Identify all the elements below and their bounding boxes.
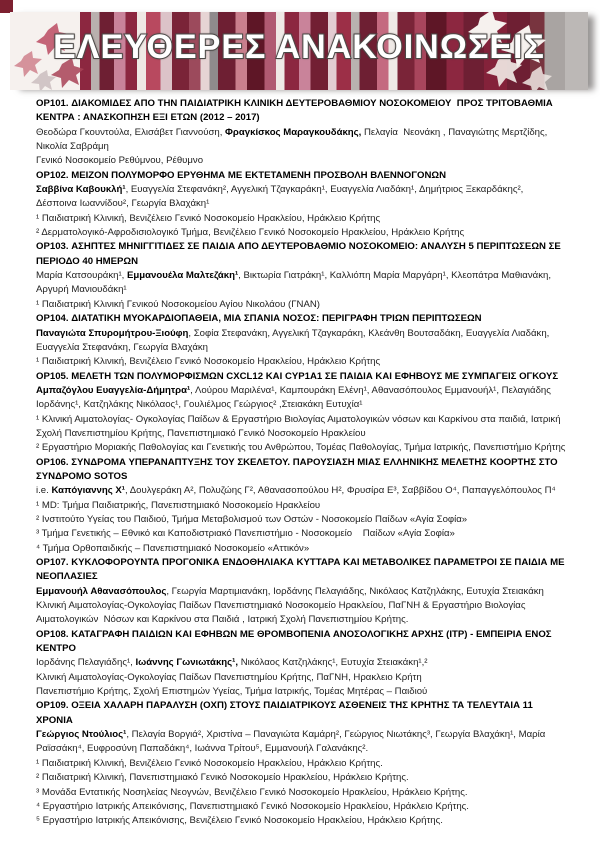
abstract-title: [36, 456, 566, 485]
abstract-code: OP101.: [36, 98, 72, 109]
author-names: , Δουλγεράκη Α², Πολυζώης Γ², Αθανασοπούλου Η², Φρυσίρα Ε³, Σαββίδου Ο⁴, Παπαγγελόπουλος Π⁴: [124, 485, 556, 497]
author-names: i.e.: [36, 485, 52, 497]
abstract-title: [36, 97, 566, 126]
abstract-code: OP109.: [36, 700, 72, 712]
author-names: , Γεωργία Μαρτιμιανάκη, Ιορδάνης Πελαγιάδης, Νικόλαος Κατζηλάκης, Ευτυχία Στειακάκη: [166, 585, 544, 597]
affiliation-line: ¹ Κλινική Αιματολογίας- Ογκολογίας Παίδων & Εργαστήριο Βιολογίας Αιματολογικών νόσων και Καρκίνου στα παιδιά, Ιατρική Σχολή Πανεπιστημίου Κρήτης, Πανεπιστημιακό Γενικό Νοσοκομείο Ηρακλείου: [36, 413, 561, 439]
author-names: Ιορδάνης Πελαγιάδης¹,: [36, 657, 136, 669]
abstract-affiliations: [36, 154, 566, 168]
presenting-author: Ιωάννης Γωνιωτάκης¹,: [135, 657, 239, 669]
abstract-title-text: ΔΙΑΤΑΤΙΚΗ ΜΥΟΚΑΡΔΙΟΠΑΘΕΙΑ, ΜΙΑ ΣΠΑΝΙΑ ΝΟΣΟΣ: ΠΕΡΙΓΡΑΦΗ ΤΡΙΩΝ ΠΕΡΙΠΤΩΣΕΩΝ: [71, 313, 482, 325]
abstract-authors: [36, 269, 566, 298]
presenting-author: Καπόγιαννης Χ¹: [51, 485, 125, 497]
author-names: Μαρία Κατσουράκη¹,: [36, 270, 127, 282]
presenting-author: Φραγκίσκος Μαραγκουδάκης,: [225, 126, 362, 138]
abstract-code: OP102.: [36, 169, 72, 181]
header-banner: [10, 12, 588, 90]
affiliation-line: ⁵ Εργαστήριο Ιατρικής Απεικόνισης, Βενιζέλειο Γενικό Νοσοκομείο Ηρακλείου, Ηράκλειο Κρήτης.: [36, 815, 443, 827]
affiliation-line: ² Ινστιτούτο Υγείας του Παιδιού, Τμήμα Μεταβολισμού των Οστών - Νοσοκομείο Παίδων «Αγία Σοφία»: [36, 513, 468, 525]
abstract-entry: [36, 556, 566, 628]
affiliation-line: ⁴ Εργαστήριο Ιατρικής Απεικόνισης, Πανεπιστημιακό Γενικό Νοσοκομείο Ηρακλείου, Ηράκλειο Κρήτης.: [36, 800, 469, 812]
abstract-title-text: ΑΣΗΠΤΕΣ ΜΗΝΙΓΓΙΤΙΔΕΣ ΣΕ ΠΑΙΔΙΑ ΑΠΟ ΔΕΥΤΕΡΟΒΑΘΜΙΟ ΝΟΣΟΚΟΜΕΙΟ: ΑΝΑΛΥΣΗ 5 ΠΕΡΙΠΤΩΣΕΩΝ ΣΕ ΠΕΡΙΟΔΟ 40 ΗΜΕΡΩΝ: [36, 241, 561, 267]
abstract-code: OP105.: [36, 370, 72, 382]
author-names: , Βικτωρία Γιατράκη¹, Καλλιόπη Μαρία Μαργάρη¹, Κλεοπάτρα Μαθιανάκη, Αργυρή Μανιουδάκη¹: [36, 270, 551, 296]
abstract-title-text: ΚΥΚΛΟΦΟΡΟΥΝΤΑ ΠΡΟΓΟΝΙΚΑ ΕΝΔΟΘΗΛΙΑΚΑ ΚΥΤΤΑΡΑ ΚΑΙ ΜΕΤΑΒΟΛΙΚΕΣ ΠΑΡΑΜΕΤΡΟΙ ΣΕ ΠΑΙΔΙΑ ΜΕ ΝΕΟΠΛΑΣΙΕΣ: [36, 557, 565, 583]
affiliation-line: Γενικό Νοσοκομείο Ρεθύμνου, Ρέθυμνο: [36, 155, 204, 167]
abstract-authors: [36, 327, 566, 356]
affiliation-line: ⁴ Τμήμα Ορθοπαιδικής – Πανεπιστημιακό Νοσοκομείο «Αττικόν»: [36, 542, 310, 554]
presenting-author: Παναγιώτα Σπυρομήτρου-Ξιούφη: [36, 327, 189, 339]
abstract-title-text: ΜΕΛΕΤΗ ΤΩΝ ΠΟΛΥΜΟΡΦΙΣΜΩΝ CXCL12 ΚΑΙ CYP1A1 ΣΕ ΠΑΙΔΙΑ ΚΑΙ ΕΦΗΒΟΥΣ ΜΕ ΣΥΜΠΑΓΕΙΣ ΟΓΚΟΥΣ: [71, 370, 559, 382]
affiliation-line: Πανεπιστήμιο Κρήτης, Σχολή Επιστημών Υγείας, Τμήμα Ιατρικής, Τομέας Μητέρας – Παιδιού: [36, 686, 428, 698]
affiliation-line: ¹ MD: Τμήμα Παιδιατρικής, Πανεπιστημιακό Νοσοκομείο Ηρακλείου: [36, 499, 321, 511]
abstract-authors: [36, 656, 566, 670]
affiliation-line: ³ Τμήμα Γενετικής – Εθνικό και Καποδιστριακό Πανεπιστήμιο - Νοσοκομείο Παίδων «Αγία Σοφία»: [36, 528, 455, 540]
abstract-affiliations: [36, 671, 566, 700]
abstract-code: OP104.: [36, 313, 72, 325]
abstract-code: OP108.: [36, 628, 72, 640]
abstract-authors: [36, 384, 566, 413]
abstract-title: [36, 370, 566, 384]
affiliation-line: ² Εργαστήριο Μοριακής Παθολογίας και Γενετικής του Ανθρώπου, Τομέας Παθολογίας, Τμήμα Ιατρικής, Πανεπιστήμιο Κρήτης: [36, 442, 566, 454]
abstract-affiliations: [36, 413, 566, 456]
affiliation-line: ³ Μονάδα Εντατικής Νοσηλείας Νεογνών, Βενιζέλειο Γενικό Νοσοκομείο Ηρακλείου, Ηράκλειο Κρήτης.: [36, 786, 468, 798]
abstract-affiliations: [36, 757, 566, 829]
page-title: ΕΛΕΥΘΕΡΕΣ ΑΝΑΚΟΙΝΩΣΕΙΣ: [53, 28, 545, 66]
affiliation-line: ¹ Παιδιατρική Κλινική, Βενιζέλειο Γενικό Νοσοκομείο Ηρακλείου, Ηράκλειο Κρήτης: [36, 212, 381, 224]
abstract-title-text: ΚΑΤΑΓΡΑΦΗ ΠΑΙΔΙΩΝ ΚΑΙ ΕΦΗΒΩΝ ΜΕ ΘΡΟΜΒΟΠΕΝΙΑ ΑΝΟΣΟΛΟΓΙΚΗΣ ΑΡΧΗΣ (ITP) - ΕΜΠΕΙΡΙΑ ΕΝΟΣ ΚΕΝΤΡΟ: [36, 628, 552, 655]
abstract-affiliations: [36, 499, 566, 556]
abstract-title: [36, 240, 566, 269]
author-names: , Σοφία Στεφανάκη, Αγγελική Τζαγκαράκη, Κλεάνθη Βουτσαδάκη, Ευαγγελία Λιαδάκη, Ευαγγελία Στεφανάκη, Γεωργία Βλαχάκη: [36, 327, 550, 353]
presenting-author: Γεώργιος Ντούλιος¹: [36, 729, 127, 741]
abstract-title-text: ΟΞΕΙΑ ΧΑΛΑΡΗ ΠΑΡΑΛΥΣΗ (ΟΧΠ) ΣΤΟΥΣ ΠΑΙΔΙΑΤΡΙΚΟΥΣ ΑΣΘΕΝΕΙΣ ΤΗΣ ΚΡΗΤΗΣ ΤΑ ΤΕΛΕΥΤΑΙΑ 11 ΧΡΟΝΙΑ: [36, 700, 533, 726]
author-names: , Ευαγγελία Στεφανάκη², Αγγελική Τζαγκαράκη¹, Ευαγγελία Λιαδάκη¹, Δημήτριος Ξεκαρδάκης², Δέσποινα Ιωαννίδου², Γεωργία Βλαχάκη¹: [36, 184, 524, 210]
author-names: , Πελαγία Βοργιά², Χριστίνα – Παναγιώτα Καμάρη², Γεώργιος Νιωτάκης³, Γεωργία Βλαχάκη¹, Μαρία Ραϊσσάκη⁴, Ευφροσύνη Παπαδάκη⁴, Ιωάννα Τρίτου⁵, Εμμανουήλ Γαλανάκης².: [36, 729, 546, 755]
affiliation-line: Κλινική Αιματολογίας-Ογκολογίας Παίδων Πανεπιστημιακό Νοσοκομείο Ηρακλείου, ΠαΓΝΗ & Εργαστήριο Βιολογίας Αιματολογικών Νόσων και Καρκίνου στα Παιδιά , Ιατρική Σχολή Πανεπιστημίου Κρήτης.: [36, 600, 526, 626]
author-names: Πελαγία Νεονάκη , Παναγιώτης Μερτζίδης, Νικολία Σαβράμη: [36, 126, 548, 153]
abstract-entry: [36, 169, 566, 241]
abstracts-list: [36, 97, 566, 829]
affiliation-line: ² Παιδιατρική Κλινική, Πανεπιστημιακό Γενικό Νοσοκομείο Ηρακλείου, Ηράκλειο Κρήτης.: [36, 772, 409, 784]
abstract-title-text: ΔΙΑΚΟΜΙΔΕΣ ΑΠΟ ΤΗΝ ΠΑΙΔΙΑΤΡΙΚΗ ΚΛΙΝΙΚΗ ΔΕΥΤΕΡΟΒΑΘΜΙΟΥ ΝΟΣΟΚΟΜΕΙΟΥ ΠΡΟΣ ΤΡΙΤΟΒΑΘΜΙΑ ΚΕΝΤΡΑ : ΑΝΑΣΚΟΠΗΣΗ ΕΞΙ ΕΤΩΝ (2012 – 2017): [36, 98, 553, 124]
presenting-author: Σαββίνα Καβουκλή¹: [36, 184, 126, 196]
abstract-entry: [36, 97, 566, 169]
abstract-affiliations: [36, 298, 566, 312]
abstract-authors: [36, 728, 566, 757]
abstract-title: [36, 169, 566, 183]
affiliation-line: ² Δερματολογικό-Αφροδισιολογικό Τμήμα, Βενιζέλειο Γενικό Νοσοκομείο Ηρακλείου, Ηράκλειο Κρήτης: [36, 227, 465, 239]
abstract-authors: [36, 183, 566, 212]
abstract-title: [36, 312, 566, 326]
abstract-code: OP106.: [36, 456, 72, 468]
author-names: , Λούρου Μαριλένα¹, Καμπουράκη Ελένη¹, Αθανασόπουλος Εμμανουήλ¹, Πελαγιάδης Ιορδάνης¹, Κατζηλάκης Νικόλαος¹, Γουλιέλμος Γεώργιος² ,Στειακάκη Ευτυχία¹: [36, 384, 551, 411]
abstract-title: [36, 699, 566, 728]
abstract-title-text: ΣΥΝΔΡΟΜΑ ΥΠΕΡΑΝΑΠΤΥΞΗΣ ΤΟΥ ΣΚΕΛΕΤΟΥ. ΠΑΡΟΥΣΙΑΣΗ ΜΙΑΣ ΕΛΛΗΝΙΚΗΣ ΜΕΛΕΤΗΣ ΚΟΟΡΤΗΣ ΣΤΟ ΣΥΝΔΡΟΜΟ SOTOS: [36, 456, 558, 482]
abstract-affiliations: [36, 599, 566, 628]
affiliation-line: ¹ Παιδιατρική Κλινική, Βενιζέλειο Γενικό Νοσοκομείο Ηρακλείου, Ηράκλειο Κρήτης.: [36, 757, 383, 769]
abstract-entry: [36, 312, 566, 369]
presenting-author: Εμμανουέλα Μαλτεζάκη¹: [127, 270, 239, 282]
author-names: Θεοδώρα Γκουντούλα, Ελισάβετ Γιαννούση,: [36, 126, 226, 138]
abstract-title: [36, 628, 566, 657]
abstract-title-text: ΜΕΙΖΟΝ ΠΟΛΥΜΟΡΦΟ ΕΡΥΘΗΜΑ ΜΕ ΕΚΤΕΤΑΜΕΝΗ ΠΡΟΣΒΟΛΗ ΒΛΕΝΝΟΓΟΝΩΝ: [71, 169, 447, 181]
abstract-entry: [36, 628, 566, 700]
abstract-entry: [36, 370, 566, 456]
abstract-authors: [36, 484, 566, 498]
abstract-code: OP103.: [36, 241, 72, 253]
abstract-code: OP107.: [36, 557, 72, 568]
presenting-author: Εμμανουήλ Αθανασόπουλος: [36, 585, 167, 597]
abstract-affiliations: [36, 355, 566, 369]
affiliation-line: ¹ Παιδιατρική Κλινική, Βενιζέλειο Γενικό Νοσοκομείο Ηρακλείου, Ηράκλειο Κρήτης: [36, 356, 381, 368]
abstract-entry: [36, 699, 566, 828]
author-names: Νικόλαος Κατζηλάκης¹, Ευτυχία Στειακάκη¹,²: [238, 657, 428, 669]
presenting-author: Αμπαζόγλου Ευαγγελία-Δήμητρα¹: [36, 384, 191, 396]
abstract-title: [36, 556, 566, 585]
abstract-authors: [36, 126, 566, 155]
abstract-entry: [36, 240, 566, 312]
affiliation-line: Κλινική Αιματολογίας-Ογκολογίας Παίδων Πανεπιστημίου Κρήτης, ΠαΓΝΗ, Ηρακλειο Κρήτη: [36, 671, 422, 683]
abstract-affiliations: [36, 212, 566, 241]
abstract-authors: [36, 585, 566, 599]
abstract-entry: [36, 456, 566, 556]
affiliation-line: ¹ Παιδιατρική Κλινική Γενικού Νοσοκομείου Αγίου Νικολάου (ΓΝΑΝ): [36, 298, 320, 310]
